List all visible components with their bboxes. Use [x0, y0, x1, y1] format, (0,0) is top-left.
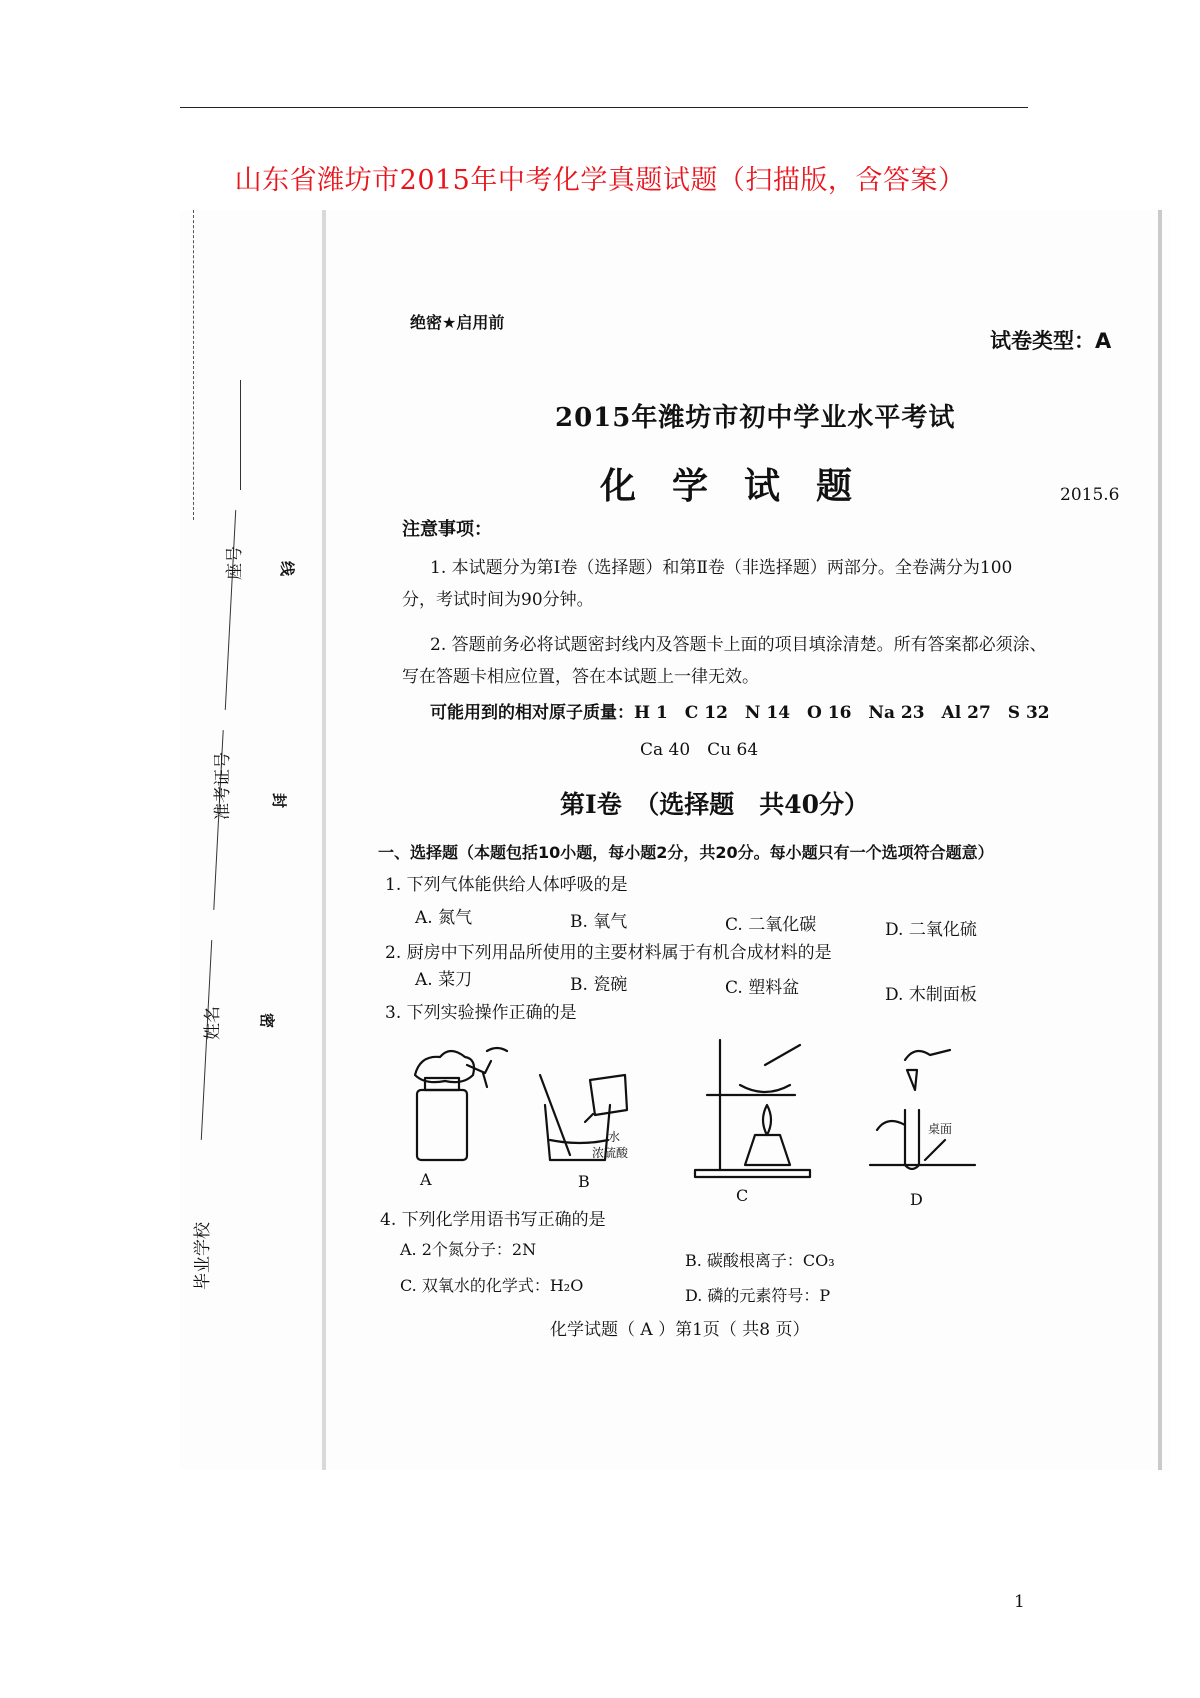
school-line [201, 940, 212, 1140]
figure-d-label: D [910, 1190, 923, 1209]
exam-title: 2015年潍坊市初中学业水平考试 [555, 403, 956, 433]
figure-c-evaporation-setup [685, 1035, 815, 1180]
margin-dashed-line [193, 210, 194, 520]
question-4-stem: 4. 下列化学用语书写正确的是 [380, 1210, 606, 1230]
document-title: 山东省潍坊市2015年中考化学真题试题（扫描版，含答案） [234, 165, 966, 196]
figure-d-table-label: 桌面 [928, 1122, 953, 1136]
question-2-stem: 2. 厨房中下列用品所使用的主要材料属于有机合成材料的是 [385, 943, 832, 963]
scanned-exam-page [180, 210, 1170, 1470]
question-2-option-a: A. 菜刀 [415, 970, 473, 990]
notice-item1-line1: 1. 本试题分为第Ⅰ卷（选择题）和第Ⅱ卷（非选择题）两部分。全卷满分为100 [430, 558, 1013, 578]
question-4-option-a: A. 2个氮分子：2N [400, 1240, 537, 1259]
atomic-mass-line2: Ca 40 Cu 64 [640, 740, 759, 760]
seat-line [240, 380, 241, 490]
subject-title: 化 学 试 题 [600, 465, 853, 507]
question-2-option-b: B. 瓷碗 [570, 975, 628, 995]
name-label: 姓名 [203, 1006, 223, 1040]
question-1-stem: 1. 下列气体能供给人体呼吸的是 [385, 875, 628, 895]
secret-mark: 绝密★启用前 [410, 313, 505, 332]
question-4-option-b: B. 碳酸根离子：CO₃ [685, 1251, 835, 1270]
scan-footer: 化学试题（ A ）第1页（ 共8 页） [550, 1320, 810, 1340]
notice-heading: 注意事项： [402, 519, 492, 540]
question-1-option-b: B. 氧气 [570, 912, 628, 932]
section-title: 第Ⅰ卷 （选择题 共40分） [560, 790, 869, 819]
question-4-option-c: C. 双氧水的化学式：H₂O [400, 1276, 584, 1295]
notice-item2-line2: 写在答题卡相应位置，答在本试题上一律无效。 [402, 667, 759, 687]
question-1-option-d: D. 二氧化硫 [885, 920, 977, 940]
admission-line [225, 510, 236, 710]
notice-item2-line1: 2. 答题前务必将试题密封线内及答题卡上面的项目填涂清楚。所有答案都必须涂、 [430, 635, 1047, 655]
seal-line-char: 线 [278, 560, 297, 577]
seat-label: 座号 [225, 546, 245, 580]
part-heading: 一、选择题（本题包括10小题，每小题2分，共20分。每小题只有一个选项符合题意） [378, 843, 994, 862]
figure-a-reagent-bottle [405, 1045, 515, 1165]
question-1-option-a: A. 氮气 [415, 908, 473, 928]
header-rule [180, 107, 1028, 108]
seal-seal-char: 封 [270, 792, 289, 809]
figure-b-acid-label: 浓硫酸 [592, 1146, 629, 1160]
figure-a-label: A [420, 1170, 432, 1189]
figure-d-dropper [865, 1040, 985, 1170]
question-2-option-c: C. 塑料盆 [725, 978, 800, 998]
notice-item1-line2: 分，考试时间为90分钟。 [402, 590, 594, 610]
figure-b-label: B [578, 1172, 590, 1191]
question-3-stem: 3. 下列实验操作正确的是 [385, 1003, 577, 1023]
question-1-option-c: C. 二氧化碳 [725, 915, 817, 935]
atomic-mass-line1: 可能用到的相对原子质量：H 1 C 12 N 14 O 16 Na 23 Al 27 S 32 [430, 703, 1050, 723]
scan-right-edge [1158, 210, 1162, 1470]
school-label: 毕业学校 [193, 1222, 213, 1290]
scan-fold-edge [322, 210, 326, 1470]
seal-secret-char: 密 [258, 1012, 277, 1029]
page-number: 1 [1014, 1592, 1025, 1612]
figure-c-label: C [736, 1186, 749, 1205]
admission-label: 准考证号 [213, 752, 233, 820]
paper-type: 试卷类型：A [990, 329, 1112, 353]
question-2-option-d: D. 木制面板 [885, 985, 977, 1005]
question-4-option-d: D. 磷的元素符号：P [685, 1286, 831, 1305]
figure-b-water-label: 水 [608, 1130, 621, 1144]
exam-date: 2015.6 [1060, 485, 1120, 505]
